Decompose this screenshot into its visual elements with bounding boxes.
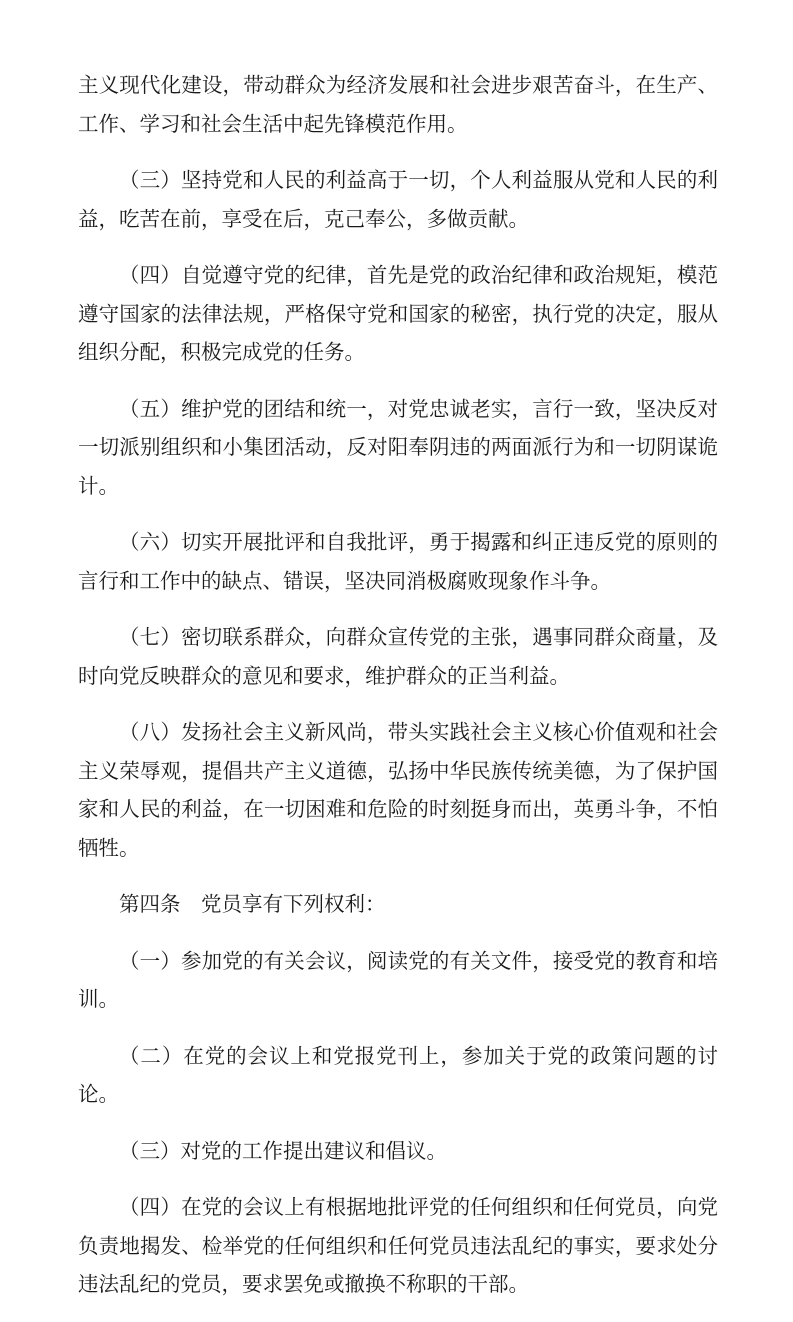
right-item-3: （三）对党的工作提出建议和倡议。 (119, 1138, 447, 1163)
duty-item-3: （三）坚持党和人民的利益高于一切，个人利益服从党和人民的利益，吃苦在前，享受在后，克己奉公，多做贡献。 (78, 168, 718, 231)
duty-item-4: （四）自觉遵守党的纪律，首先是党的政治纪律和政治规矩，模范遵守国家的法律法规，严格保守党和国家的秘密，执行党的决定，服从组织分配，积极完成党的任务。 (78, 263, 718, 364)
paragraph-continuation: 主义现代化建设，带动群众为经济发展和社会进步艰苦奋斗，在生产、工作、学习和社会生活中起先锋模范作用。 (78, 73, 718, 136)
duty-item-6: （六）切实开展批评和自我批评，勇于揭露和纠正违反党的原则的言行和工作中的缺点、错误，坚决同消极腐败现象作斗争。 (78, 530, 718, 593)
right-item-2: （二）在党的会议上和党报党刊上，参加关于党的政策问题的讨论。 (78, 1043, 718, 1106)
duty-item-5: （五）维护党的团结和统一，对党忠诚老实，言行一致，坚决反对一切派别组织和小集团活动，反对阳奉阴违的两面派行为和一切阴谋诡计。 (78, 396, 718, 498)
right-item-1: （一）参加党的有关会议，阅读党的有关文件，接受党的教育和培训。 (78, 948, 718, 1011)
right-item-4: （四）在党的会议上有根据地批评党的任何组织和任何党员，向党负责地揭发、检举党的任何组织和任何党员违法乱纪的事实，要求处分违法乱纪的党员，要求罢免或撤换不称职的干部。 (78, 1195, 718, 1296)
duty-item-8: （八）发扬社会主义新风尚，带头实践社会主义核心价值观和社会主义荣辱观，提倡共产主义道德，弘扬中华民族传统美德，为了保护国家和人民的利益，在一切困难和危险的时刻挺身而出，英勇斗争，不怕牺牲。 (78, 720, 718, 860)
document-page (78, 66, 718, 1322)
duty-item-7: （七）密切联系群众，向群众宣传党的主张，遇事同群众商量，及时向党反映群众的意见和要求，维护群众的正当利益。 (78, 625, 718, 688)
article-4-heading: 第四条 党员享有下列权利： (119, 892, 386, 916)
